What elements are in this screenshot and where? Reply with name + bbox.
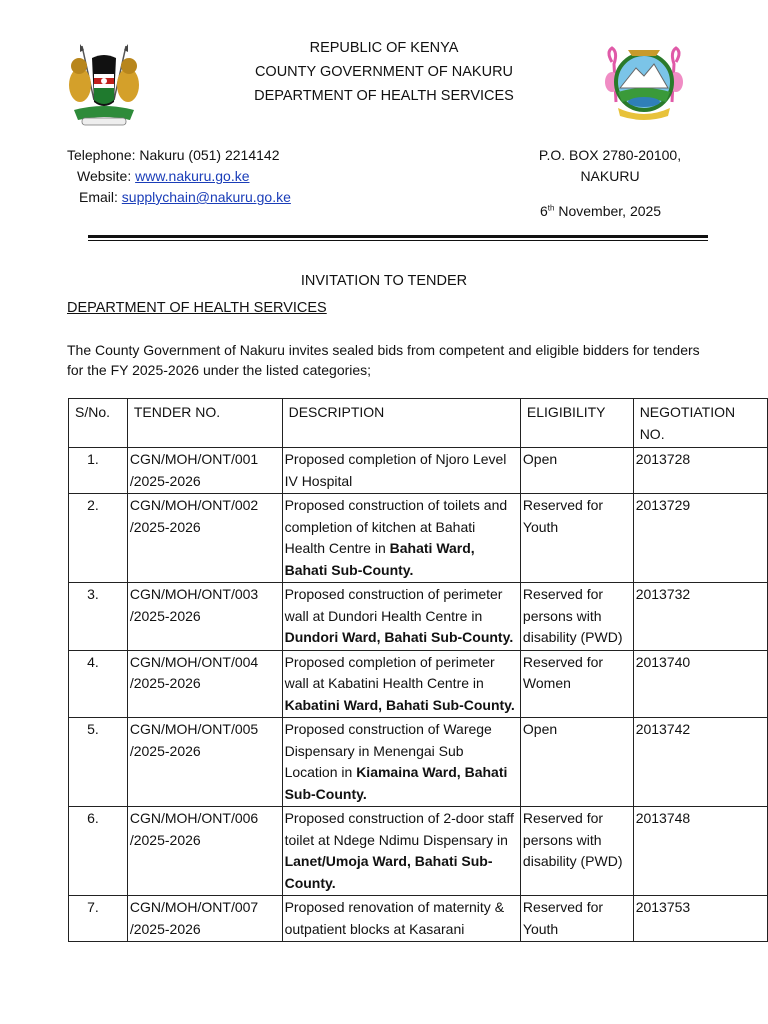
header-republic: REPUBLIC OF KENYA — [309, 40, 459, 56]
sno-text: 7. — [87, 899, 99, 915]
intro-paragraph: The County Government of Nakuru invites sealed bids from competent and eligible bidders for tenders for the FY 2025-2026 under the listed categories; — [67, 342, 700, 378]
row-description — [282, 650, 520, 718]
eligibility-text: Reserved for persons with disability (PWD) — [522, 586, 623, 645]
header-tender-no: TENDER NO. — [127, 399, 282, 448]
tender-no-part2: /2025-2026 — [129, 742, 201, 759]
description-location: Kabatini Ward, Bahati Sub-County. — [284, 696, 515, 713]
row-negotiation — [633, 583, 767, 651]
sno-text: 3. — [87, 586, 99, 602]
tender-table — [68, 398, 768, 942]
table-row — [69, 583, 768, 651]
description-text: Proposed renovation of maternity & outpatient blocks at Kasarani — [284, 899, 505, 937]
table-header-row — [69, 399, 768, 448]
row-tender-no — [127, 718, 282, 807]
negotiation-text: 2013742 — [635, 721, 691, 737]
eligibility-text: Reserved for Women — [522, 653, 604, 691]
row-eligibility — [520, 718, 633, 807]
description-text: Proposed construction of Warege Dispensary in Menengai Sub Location in — [284, 721, 492, 780]
row-tender-no — [127, 448, 282, 494]
date-suffix: th — [547, 203, 555, 213]
sno-text: 2. — [87, 497, 99, 513]
negotiation-text: 2013732 — [635, 586, 691, 602]
header-divider-thin — [88, 240, 708, 241]
sno-text: 4. — [87, 653, 99, 670]
description-text: Proposed construction of perimeter wall at Dundori Health Centre in — [284, 586, 503, 624]
telephone: Telephone: Nakuru (051) 2214142 — [67, 147, 280, 163]
row-description — [282, 718, 520, 807]
tender-no-part2: /2025-2026 — [129, 607, 201, 624]
negotiation-text: 2013748 — [635, 810, 691, 826]
sno-text: 6. — [87, 810, 99, 826]
negotiation-text: 2013753 — [635, 899, 691, 915]
eligibility-text: Open — [522, 451, 558, 467]
tender-no-part2: /2025-2026 — [129, 675, 201, 691]
tender-no-part2: /2025-2026 — [129, 472, 201, 489]
email-label: Email: — [79, 189, 122, 205]
description-text: Proposed completion of Njoro Level IV Hospital — [284, 451, 507, 489]
row-negotiation — [633, 896, 767, 942]
row-sno — [69, 718, 128, 807]
row-sno — [69, 448, 128, 494]
row-sno — [69, 583, 128, 651]
eligibility-text: Reserved for Youth — [522, 899, 604, 937]
row-negotiation — [633, 718, 767, 807]
row-description — [282, 494, 520, 583]
negotiation-text: 2013729 — [635, 497, 691, 513]
town: NAKURU — [580, 168, 640, 184]
row-description — [282, 807, 520, 896]
date-day: 6 — [540, 203, 548, 219]
tender-no-part2: /2025-2026 — [129, 920, 201, 937]
header-description: DESCRIPTION — [282, 399, 520, 448]
row-tender-no — [127, 807, 282, 896]
row-eligibility — [520, 807, 633, 896]
table-row — [69, 896, 768, 942]
row-description — [282, 896, 520, 942]
row-description — [282, 583, 520, 651]
website-label: Website: — [77, 168, 136, 184]
row-eligibility — [520, 448, 633, 494]
po-box: P.O. BOX 2780-20100, — [538, 147, 682, 163]
eligibility-text: Reserved for Youth — [522, 497, 604, 535]
tender-no-part1: CGN/MOH/ONT/007 — [129, 899, 259, 915]
row-description — [282, 448, 520, 494]
email-link[interactable]: supplychain@nakuru.go.ke — [121, 189, 291, 205]
header-negotiation: NEGOTIATION NO. — [633, 399, 767, 448]
website-link[interactable]: www.nakuru.go.ke — [135, 168, 250, 184]
table-row — [69, 650, 768, 718]
row-negotiation — [633, 807, 767, 896]
description-location: Lanet/Umoja Ward, Bahati Sub-County. — [284, 853, 493, 891]
eligibility-text: Reserved for persons with disability (PWD) — [522, 810, 623, 869]
tender-no-part1: CGN/MOH/ONT/002 — [129, 497, 259, 513]
row-sno — [69, 896, 128, 942]
row-negotiation — [633, 494, 767, 583]
tender-no-part1: CGN/MOH/ONT/003 — [129, 586, 259, 602]
row-negotiation — [633, 448, 767, 494]
letterhead — [0, 36, 768, 108]
sno-text: 5. — [87, 721, 99, 737]
row-negotiation — [633, 650, 767, 718]
description-text: Proposed construction of 2-door staff toilet at Ndege Ndimu Dispensary in — [284, 810, 514, 848]
tender-no-part1: CGN/MOH/ONT/005 — [129, 721, 259, 737]
tender-no-part1: CGN/MOH/ONT/004 — [129, 653, 259, 670]
tender-no-part2: /2025-2026 — [129, 518, 201, 535]
description-text: Proposed completion of perimeter wall at Kabatini Health Centre in — [284, 653, 495, 691]
eligibility-text: Open — [522, 721, 558, 737]
tender-no-part1: CGN/MOH/ONT/006 — [129, 810, 259, 826]
table-row — [69, 718, 768, 807]
row-sno — [69, 494, 128, 583]
row-tender-no — [127, 583, 282, 651]
row-eligibility — [520, 896, 633, 942]
sno-text: 1. — [87, 451, 99, 467]
header-divider-thick — [88, 235, 708, 238]
tender-no-part2: /2025-2026 — [129, 831, 201, 848]
row-tender-no — [127, 896, 282, 942]
header-eligibility: ELIGIBILITY — [520, 399, 633, 448]
description-location: Kiamaina Ward, Bahati Sub-County. — [284, 764, 508, 802]
contact-details — [67, 145, 291, 208]
negotiation-text: 2013740 — [635, 653, 691, 670]
date-rest: November, 2025 — [554, 203, 662, 219]
invitation-title: INVITATION TO TENDER — [300, 273, 468, 289]
website-row — [67, 166, 291, 187]
email-row — [67, 187, 291, 208]
row-sno — [69, 807, 128, 896]
tender-no-part1: CGN/MOH/ONT/001 — [129, 451, 259, 467]
row-eligibility — [520, 583, 633, 651]
letter-date — [540, 203, 661, 219]
row-eligibility — [520, 494, 633, 583]
row-tender-no — [127, 494, 282, 583]
table-row — [69, 448, 768, 494]
header-county: COUNTY GOVERNMENT OF NAKURU — [254, 64, 514, 80]
table-row — [69, 807, 768, 896]
negotiation-text: 2013728 — [635, 451, 691, 467]
description-text: Proposed construction of toilets and completion of kitchen at Bahati Health Centre in — [284, 497, 508, 556]
row-tender-no — [127, 650, 282, 718]
row-sno — [69, 650, 128, 718]
description-location: Dundori Ward, Bahati Sub-County. — [284, 629, 514, 645]
header-department: DEPARTMENT OF HEALTH SERVICES — [254, 88, 514, 104]
description-location: Bahati Ward, Bahati Sub-County. — [284, 540, 475, 578]
row-eligibility — [520, 650, 633, 718]
department-heading: DEPARTMENT OF HEALTH SERVICES — [67, 300, 327, 316]
header-sno: S/No. — [69, 399, 128, 448]
table-row — [69, 494, 768, 583]
postal-address — [520, 145, 700, 187]
